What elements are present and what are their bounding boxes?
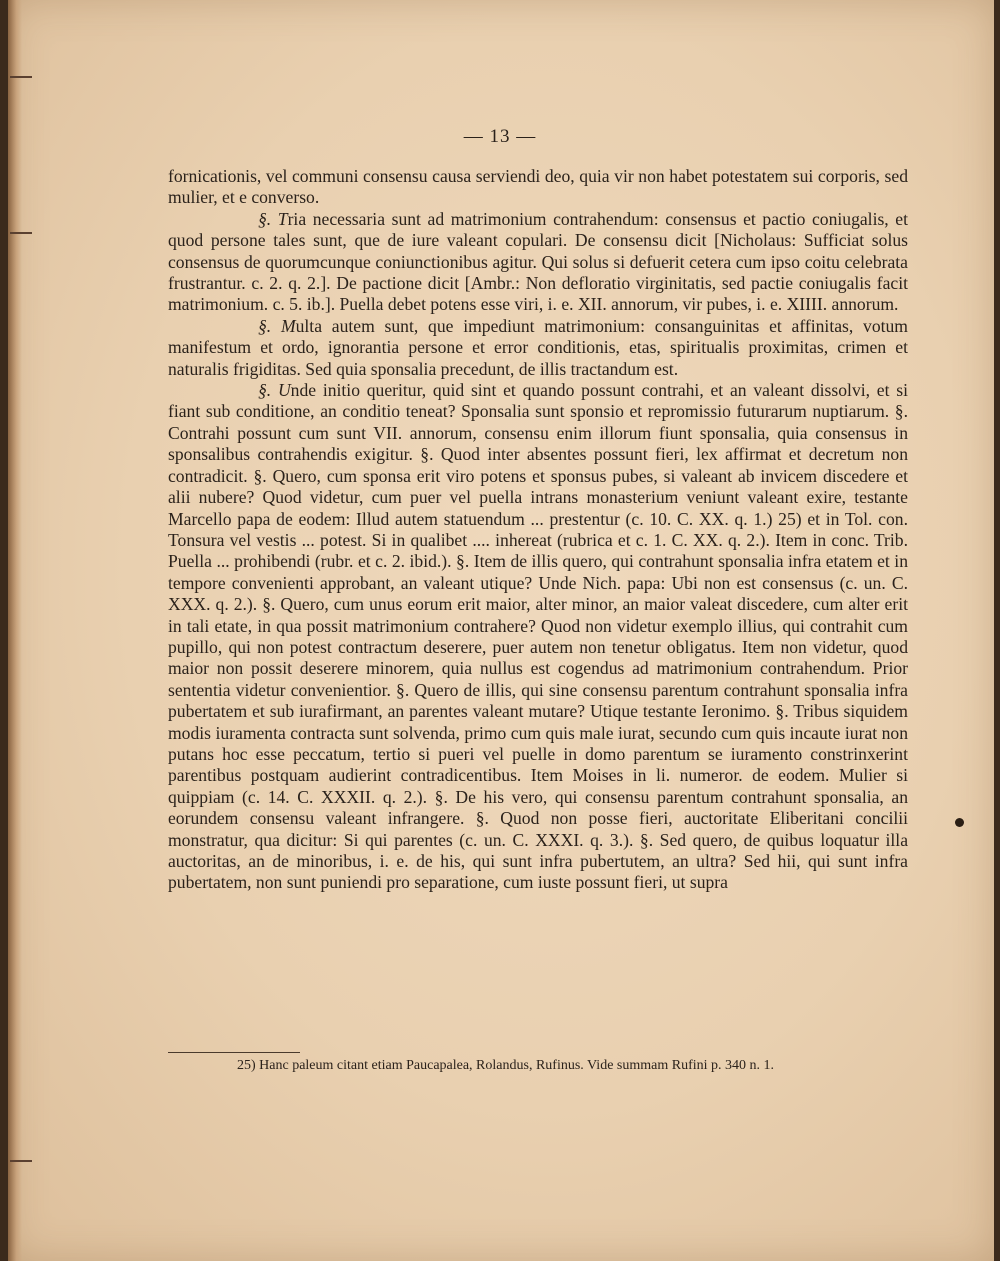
paragraph-2: §. Tria necessaria sunt ad matrimonium contrahendum: consensus et pactio coniugalis, et quod persone tales sunt, que de iure valeant copulari. De consensu dicit [Nicholaus: Sufficiat solus consensus de quorumcunque coniunctionibus agitur. Qui solus si defuerit cetera cum ipso coitu celebrata frustrantur. c. 2. q. 2.]. De pactione dicit [Ambr.: Non defloratio virginitatis, sed pactie coniugalis facit matrimonium. c. 5. ib.]. Puella debet potens esse viri, i. e. XII. annorum, vir pubes, i. e. XIIII. annorum. [168, 208, 908, 315]
punch-hole [955, 818, 964, 827]
binding-stitch [10, 76, 32, 78]
footnote-divider [168, 1052, 300, 1053]
binding-stitch [10, 232, 32, 234]
footnote: 25) Hanc paleum citant etiam Paucapalea, Rolandus, Rufinus. Vide summam Rufini p. 340 n. 1. [237, 1058, 775, 1073]
paragraph-3: §. Multa autem sunt, que impediunt matrimonium: consanguinitas et affinitas, votum manifestum et ordo, ignorantia persone et error conditionis, etas, spiritualis proximitas, crimen et naturalis frigiditas. Sed quia sponsalia precedunt, de illis tractandum est. [168, 315, 908, 379]
paragraph-1: fornicationis, vel communi consensu causa serviendi deo, quia vir non habet potestatem sui corporis, sed mulier, et e converso. [168, 166, 908, 208]
page-number: — 13 — [463, 126, 537, 147]
main-text [168, 166, 908, 894]
binding-stitch [10, 1160, 32, 1162]
page-binding [8, 0, 22, 1261]
paragraph-4: §. Unde initio queritur, quid sint et quando possunt contrahi, et an valeant dissolvi, et si fiant sub conditione, an conditio teneat? Sponsalia sunt sponsio et repromissio futurarum nuptiarum. §. Contrahi possunt cum sunt VII. annorum, consensu enim illorum fiunt sponsalia, quia consensus in sponsalibus contrahendis exigitur. §. Quod inter absentes possunt fieri, lex affirmat et decretum non contradicit. §. Quero, cum sponsa erit viro potens et sponsus pubes, si valeant ab invicem discedere et alii nubere? Quod videtur, cum puer vel puella intrans monasterium veniunt valeant exire, testante Marcello papa de eodem: Illud autem statuendum ... prestentur (c. 10. C. XX. q. 1.) 25) et in Tol. con. Tonsura vel vestis ... potest. Si in qualibet .... inhereat (rubrica et c. 1. C. XX. q. 2.). Item in conc. Trib. Puella ... prohibendi (rubr. et c. 2. ibid.). §. Item de illis quero, qui contrahunt sponsalia infra etatem et in tempore convenienti approbant, an valeant utique? Unde Nich. papa: Ubi non est consensus (c. un. C. XXX. q. 2.). §. Quero, cum unus eorum erit maior, alter minor, an maior valeat discedere, cum alter erit in tali etate, in qua possit matrimonium contrahere? Quod non videtur exemplo illius, qui contrahit cum pupillo, qui non potest contractum deserere, puer autem non tenetur obligatus. Item non videtur, quod maior non possit deserere minorem, quia nullus est cogendus ad matrimonium contrahendum. Prior sententia videtur convenientior. §. Quero de illis, qui sine consensu parentum contrahunt sponsalia infra pubertatem et sub iurafirmant, an parentes valeant mutare? Utique testante Ieronimo. §. Tribus siquidem modis iuramenta contracta sunt solvenda, primo cum quis male iurat, secundo cum quis incaute iurat non putans hoc esse peccatum, tertio si pueri vel puelle in domo parentum se iuramento constrinxerint parentibus postquam audierint contradicentibus. Item Moises in li. numeror. de eodem. Mulier si quippiam (c. 14. C. XXXII. q. 2.). §. De his vero, qui consensu parentum contrahunt sponsalia, an eorundem consensu valeant infrangere. §. Quod non posse fieri, auctoritate Eliberitani concilii monstratur, qua dicitur: Si qui parentes (c. un. C. XXXI. q. 3.). §. Sed quero, de quibus loquatur illa auctoritas, an de minoribus, i. e. de his, qui sunt infra pubertutem, an ultra? Sed hii, qui sunt infra pubertatem, non sunt puniendi pro separatione, cum iuste possunt fieri, ut supra [168, 380, 908, 893]
